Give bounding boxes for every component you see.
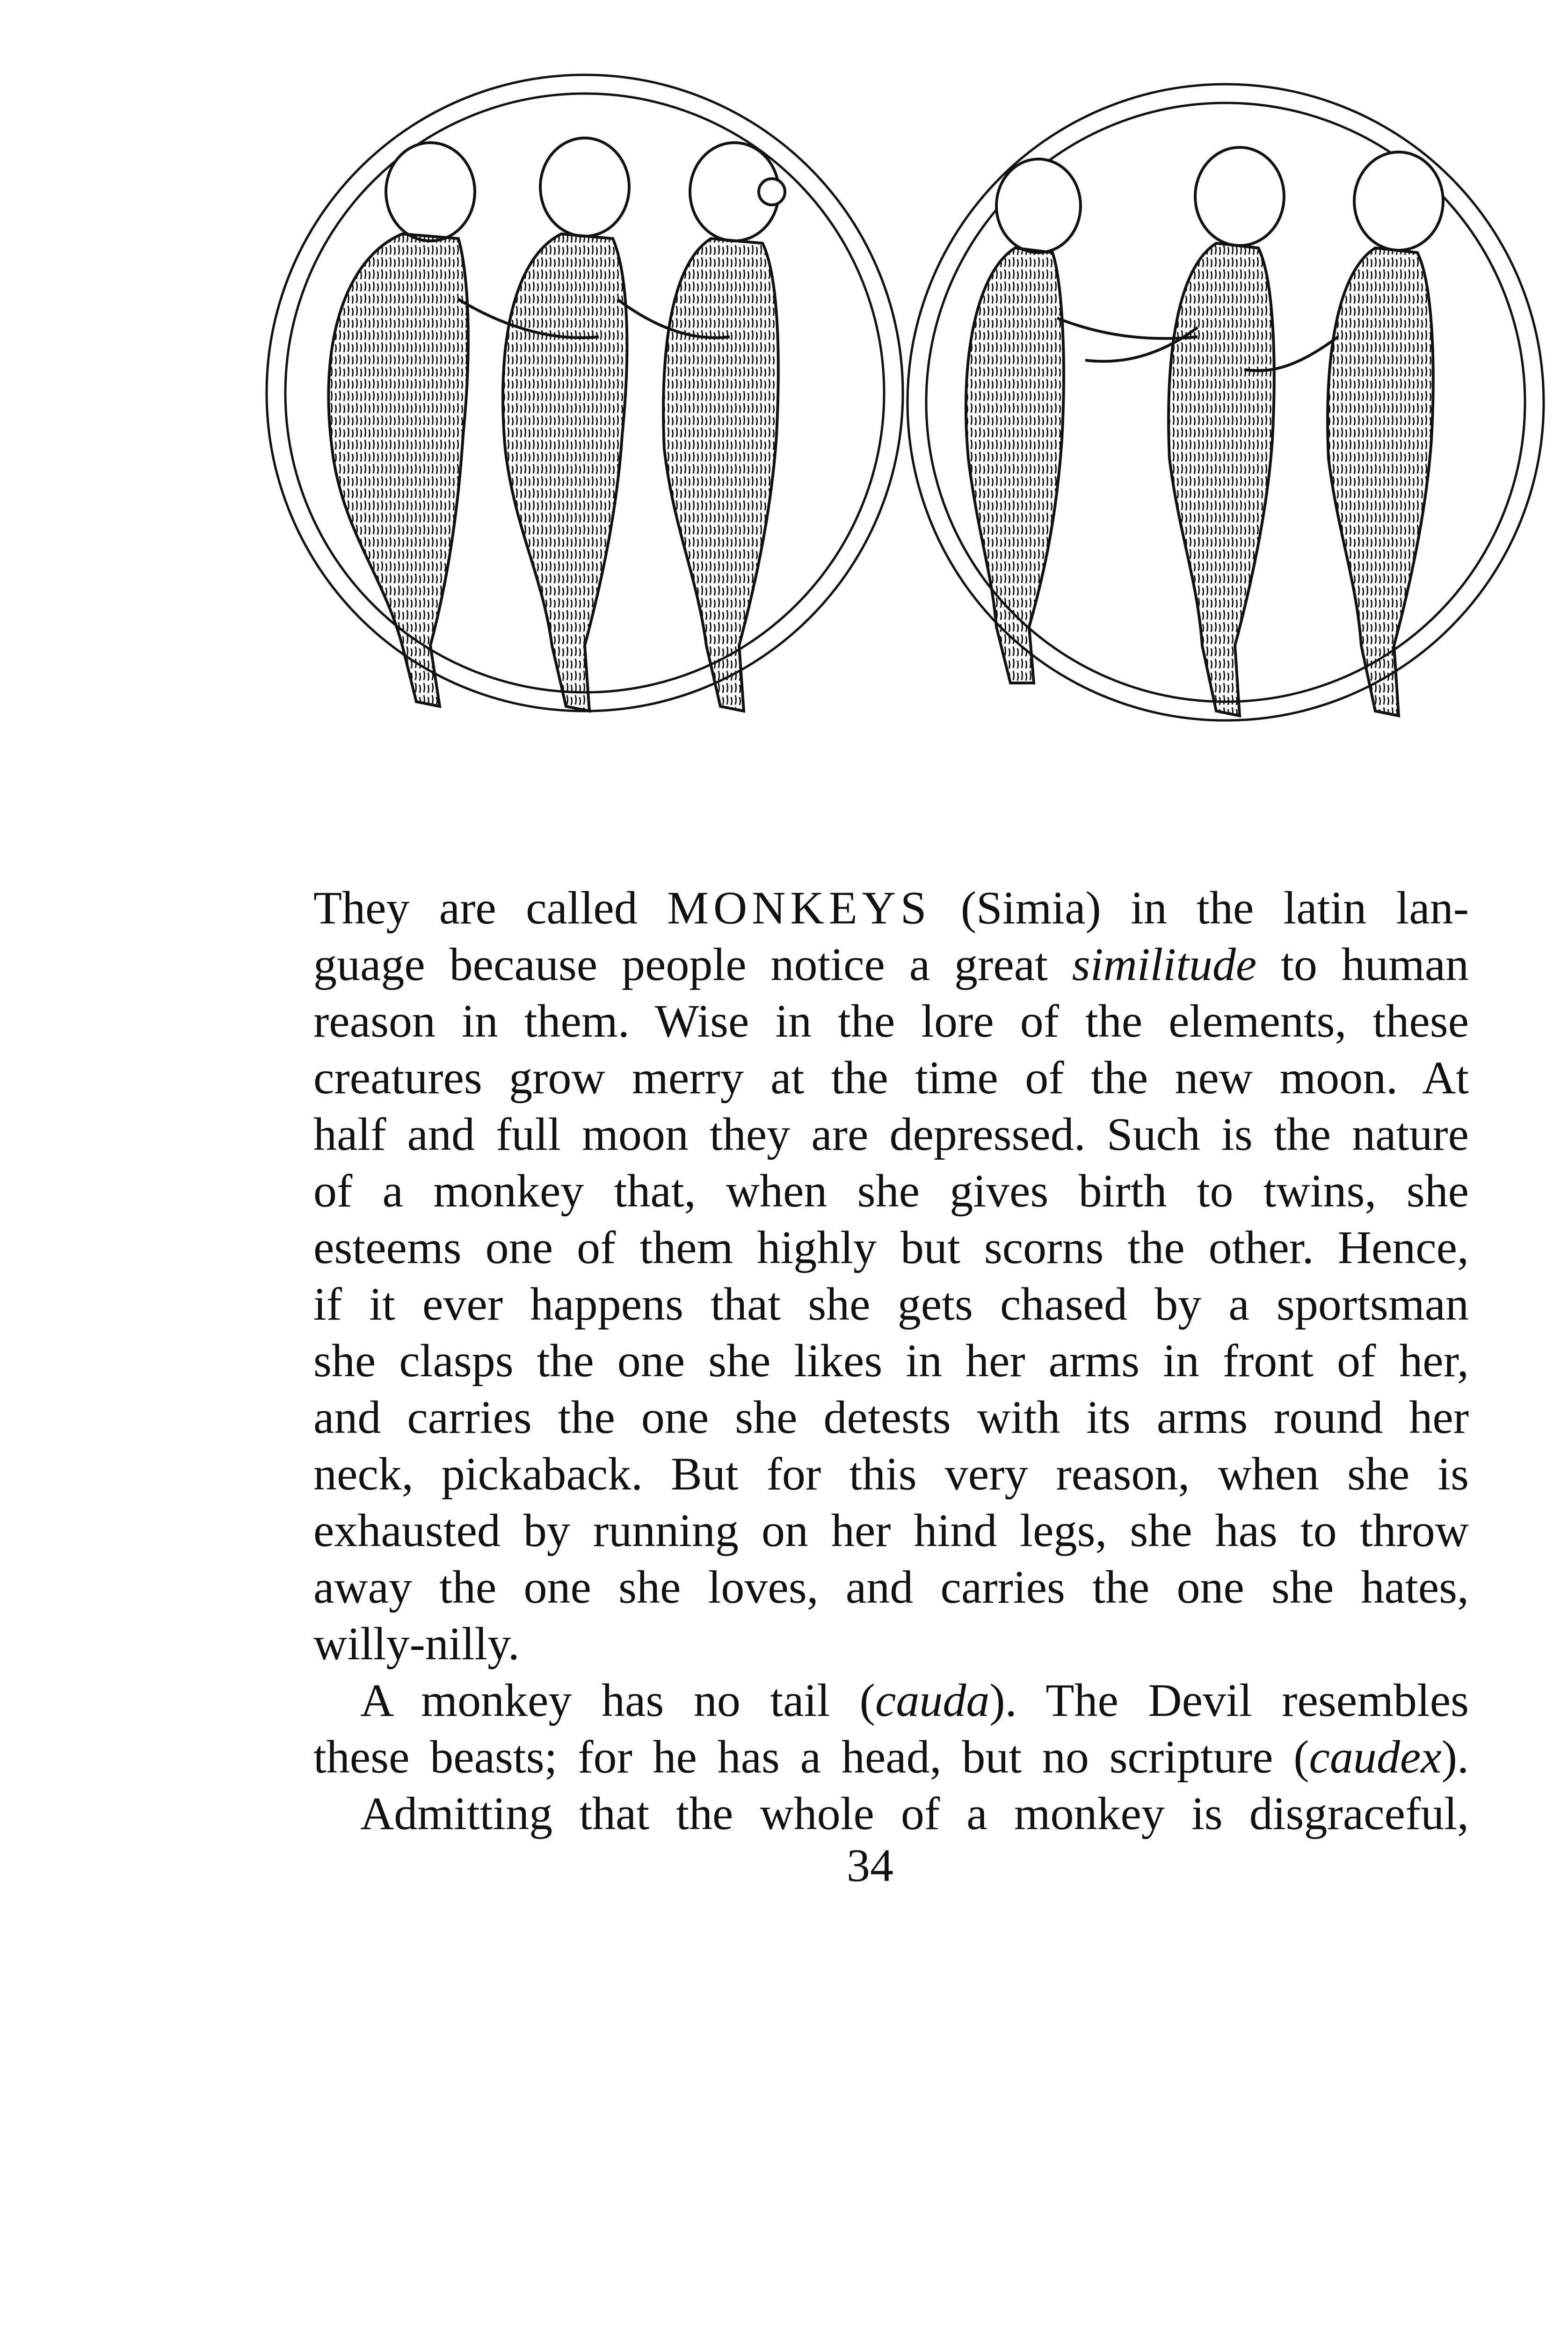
paragraph [313,1672,1469,1785]
text-run: away the one she loves, and carries the one she hates, [313,1561,1469,1613]
text-line [313,1389,1469,1446]
italic-term: caudex [1309,1731,1442,1783]
monkeys-roundel-icon [262,37,1553,767]
text-line [313,1785,1469,1842]
text-line [313,1106,1469,1162]
text-line [313,1162,1469,1219]
text-line [313,993,1469,1049]
text-run: reason in them. Wise in the lore of the elements, these [313,995,1469,1047]
text-run: guage because people notice a great [313,938,1072,990]
paragraph [313,879,1469,1672]
text-run: esteems one of them highly but scorns the other. Hence, [313,1221,1469,1273]
page-number: 34 [847,1839,893,1891]
text-run: A monkey has no tail ( [360,1674,875,1726]
text-run: ). The Devil resembles [989,1674,1469,1726]
paragraph [313,1785,1469,1842]
text-run: (Simia) in the latin lan- [931,882,1469,934]
monkeys-roundel-illustration [262,37,1553,767]
text-line [313,1559,1469,1615]
text-line [313,1219,1469,1276]
text-run: ). [1441,1731,1469,1783]
italic-term: cauda [875,1674,990,1726]
text-run: and carries the one she detests with its arms round her [313,1391,1469,1443]
text-run: if it ever happens that she gets chased by a sportsman [313,1278,1469,1330]
text-run: to human [1256,938,1469,990]
text-run: neck, pickaback. But for this very reason, when she is [313,1448,1469,1500]
text-line [313,1672,1469,1729]
text-run: Admitting that the whole of a monkey is disgraceful, [360,1787,1469,1839]
italic-term: similitude [1072,938,1257,990]
text-line [313,1276,1469,1332]
text-run: half and full moon they are depressed. Such is the nature [313,1108,1469,1160]
text-line [313,1332,1469,1389]
text-line [313,1049,1469,1106]
text-run: creatures grow merry at the time of the new moon. At [313,1052,1469,1104]
text-line [313,1729,1469,1785]
body-text [313,879,1469,1842]
text-run: willy-nilly. [313,1618,520,1670]
text-line [313,1502,1469,1559]
text-line [313,879,1469,936]
text-line [313,1446,1469,1502]
text-run: exhausted by running on her hind legs, she has to throw [313,1504,1469,1556]
headword: MONKEYS [667,882,931,934]
text-run: of a monkey that, when she gives birth to twins, she [313,1165,1469,1217]
text-run: these beasts; for he has a head, but no scripture ( [313,1731,1309,1783]
text-run: she clasps the one she likes in her arms in front of her, [313,1335,1469,1387]
text-run: They are called [313,882,668,934]
text-line [313,1615,1469,1672]
text-line [313,936,1469,993]
